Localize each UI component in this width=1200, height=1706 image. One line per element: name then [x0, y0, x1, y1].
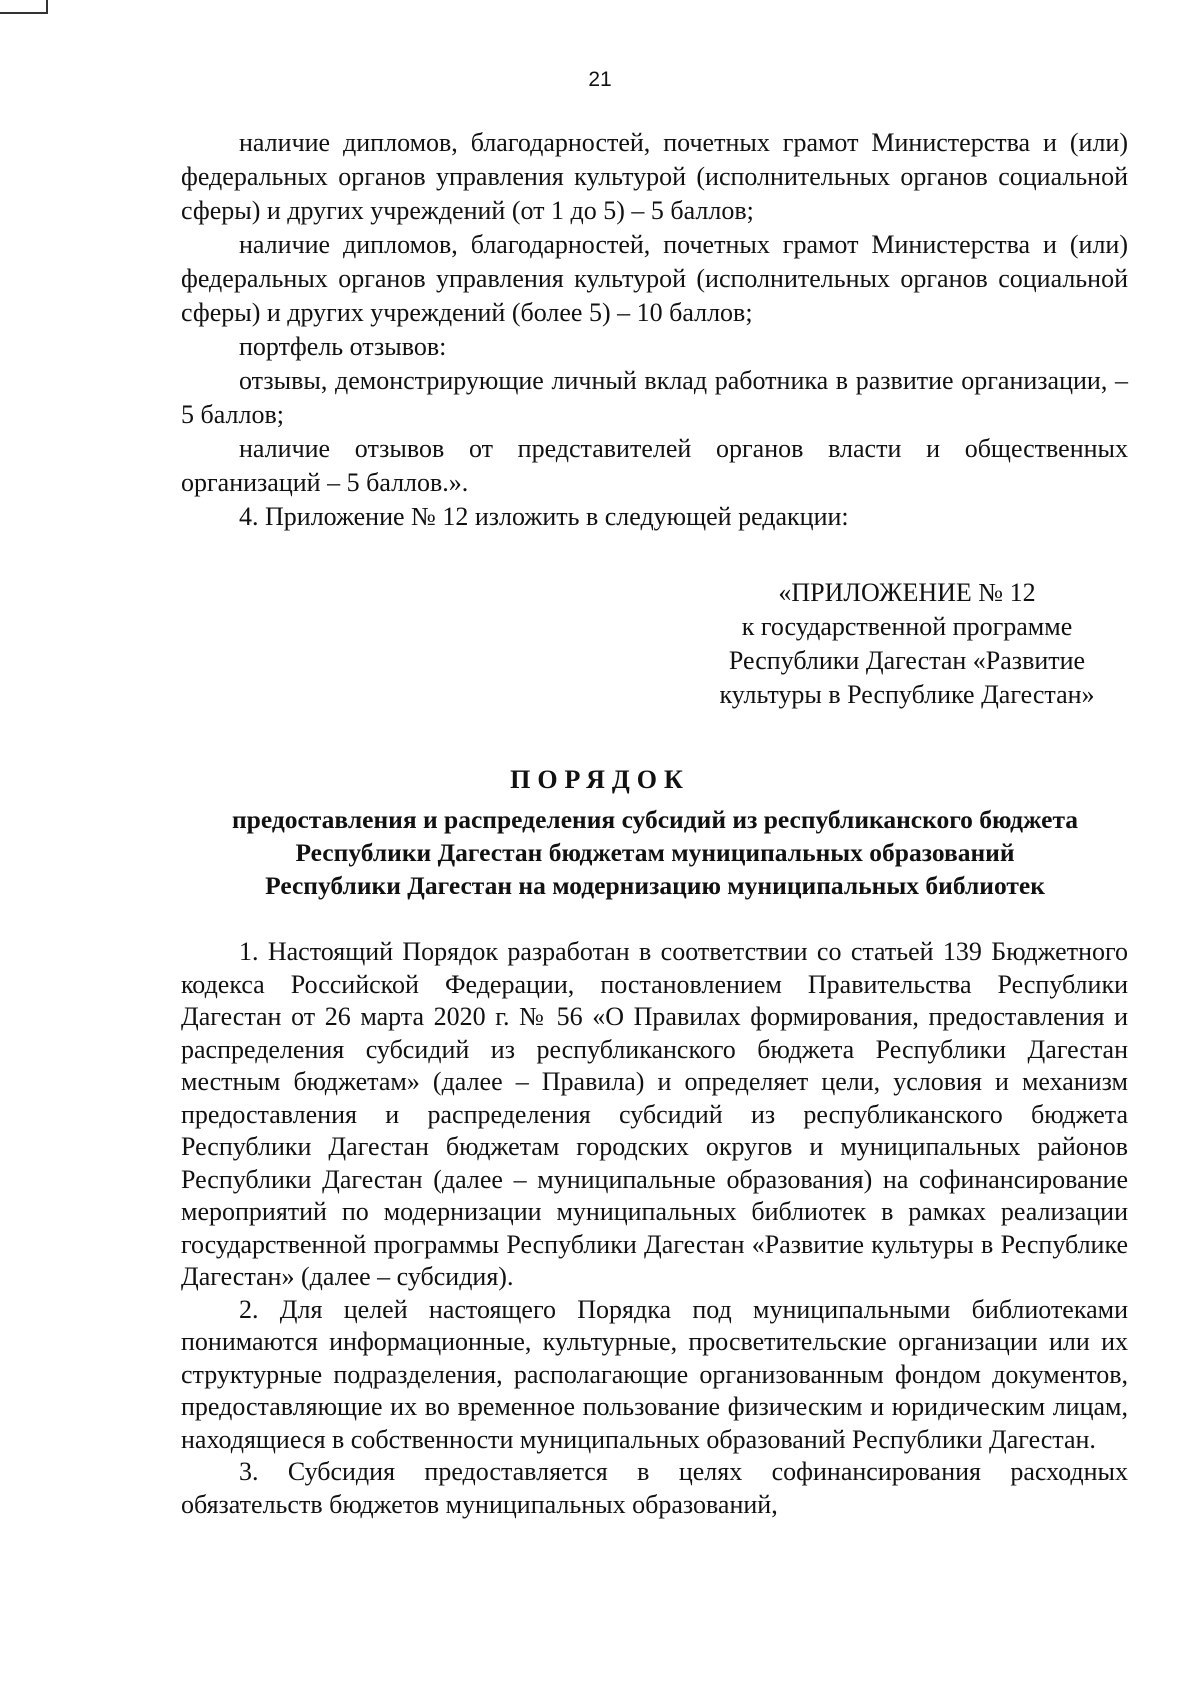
subtitle-line: предоставления и распределения субсидий из республиканского бюджета	[231, 805, 1079, 834]
document-subtitle	[160, 803, 1150, 902]
top-text-block	[181, 126, 1128, 534]
scan-corner-mark	[0, 0, 48, 14]
appendix-line: к государственной программе	[741, 612, 1073, 641]
paragraph: 4. Приложение № 12 изложить в следующей редакции:	[239, 502, 849, 531]
paragraph: портфель отзывов:	[239, 332, 447, 361]
page-number: 21	[588, 68, 612, 91]
appendix-line: «ПРИЛОЖЕНИЕ № 12	[778, 578, 1036, 607]
paragraph: 2. Для целей настоящего Порядка под муниципальными библиотеками понимаются информационные, культурные, просветительские организации или их структурные подразделения, располагающие организованным фондом документов, предоставляющие их во временное пользование физическим и юридическим лицам, находящиеся в собственности муниципальных образований Республики Дагестан.	[181, 1294, 1128, 1454]
paragraph: наличие дипломов, благодарностей, почетных грамот Министерства и (или) федеральных органов управления культурой (исполнительных органов социальной сферы) и других учреждений (более 5) – 10 баллов;	[181, 230, 1128, 327]
appendix-header	[682, 576, 1132, 712]
appendix-line: культуры в Республике Дагестан»	[719, 680, 1095, 709]
appendix-line: Республики Дагестан «Развитие	[728, 646, 1086, 675]
paragraph: 3. Субсидия предоставляется в целях софинансирования расходных обязательств бюджетов муниципальных образований,	[181, 1457, 1128, 1519]
subtitle-line: Республики Дагестан бюджетам муниципальных образований	[295, 838, 1015, 867]
paragraph: отзывы, демонстрирующие личный вклад работника в развитие организации, – 5 баллов;	[181, 366, 1128, 429]
paragraph: наличие дипломов, благодарностей, почетных грамот Министерства и (или) федеральных органов управления культурой (исполнительных органов социальной сферы) и других учреждений (от 1 до 5) – 5 баллов;	[181, 128, 1128, 225]
paragraph: наличие отзывов от представителей органов власти и общественных организаций – 5 баллов.».	[181, 434, 1128, 497]
subtitle-line: Республики Дагестан на модернизацию муниципальных библиотек	[265, 871, 1045, 900]
main-text-block	[181, 936, 1128, 1521]
paragraph: 1. Настоящий Порядок разработан в соответствии со статьей 139 Бюджетного кодекса Российской Федерации, постановлением Правительства Республики Дагестан от 26 марта 2020 г. № 56 «О Правилах формирования, предоставления и распределения субсидий из республиканского бюджета Республики Дагестан местным бюджетам» (далее – Правила) и определяет цели, условия и механизм предоставления и распределения субсидий из республиканского бюджета Республики Дагестан бюджетам городских округов и муниципальных районов Республики Дагестан (далее – муниципальные образования) на софинансирование мероприятий по модернизации муниципальных библиотек в рамках реализации государственной программы Республики Дагестан «Развитие культуры в Республике Дагестан» (далее – субсидия).	[181, 937, 1128, 1291]
document-title: ПОРЯДОК	[510, 765, 690, 794]
